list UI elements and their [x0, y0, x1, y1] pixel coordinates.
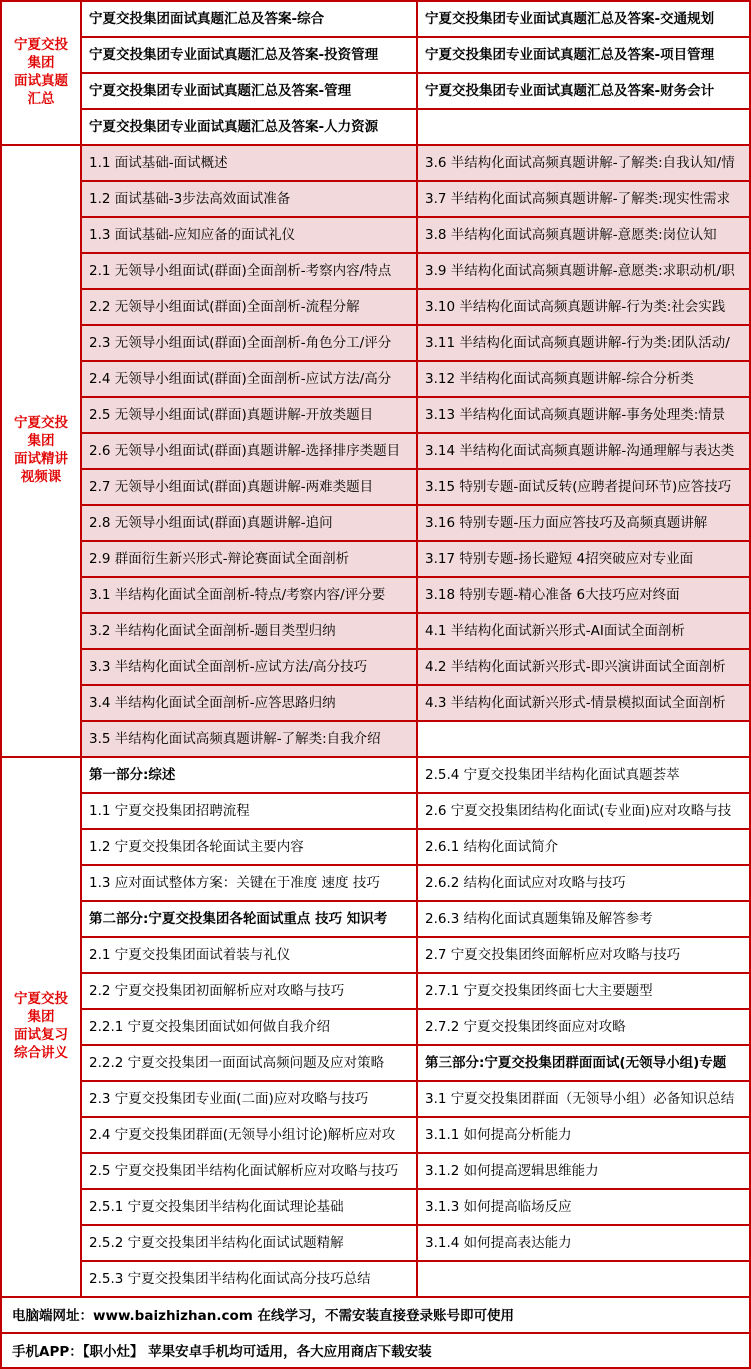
- section-label-line: 集团: [27, 1009, 55, 1025]
- course-item[interactable]: 2.6 无领导小组面试(群面)真题讲解-选择排序类题目: [82, 434, 416, 468]
- course-item[interactable]: 3.1.3 如何提高临场反应: [425, 1199, 572, 1215]
- course-item[interactable]: 1.3 面试基础-应知应备的面试礼仪: [82, 218, 416, 252]
- course-item[interactable]: 3.9 半结构化面试高频真题讲解-意愿类:求职动机/职: [418, 254, 751, 288]
- course-item[interactable]: 2.6.1 结构化面试简介: [425, 839, 559, 855]
- course-item[interactable]: 2.6.2 结构化面试应对攻略与技巧: [425, 875, 626, 891]
- course-item[interactable]: 2.5.1 宁夏交投集团半结构化面试理论基础: [89, 1199, 344, 1215]
- course-item[interactable]: 1.1 宁夏交投集团招聘流程: [89, 803, 250, 819]
- course-item[interactable]: 第二部分:宁夏交投集团各轮面试重点 技巧 知识考: [89, 911, 388, 927]
- section-label-0: [2, 0, 80, 144]
- section-divider: [0, 0, 751, 2]
- col-divider: [416, 144, 418, 758]
- course-item[interactable]: 3.7 半结构化面试高频真题讲解-了解类:现实性需求: [418, 182, 751, 216]
- course-item[interactable]: 2.2.1 宁夏交投集团面试如何做自我介绍: [89, 1019, 331, 1035]
- course-item[interactable]: 2.5 宁夏交投集团半结构化面试解析应对攻略与技巧: [89, 1163, 399, 1179]
- course-item[interactable]: 宁夏交投集团专业面试真题汇总及答案-财务会计: [425, 83, 715, 99]
- course-item[interactable]: 2.8 无领导小组面试(群面)真题讲解-追问: [82, 506, 416, 540]
- course-item[interactable]: 2.6.3 结构化面试真题集锦及解答参考: [425, 911, 653, 927]
- col-divider: [80, 144, 82, 758]
- footer-divider: [0, 1332, 751, 1334]
- section-label-line: 集团: [27, 55, 55, 71]
- col-divider: [80, 756, 82, 1298]
- course-item[interactable]: 第三部分:宁夏交投集团群面面试(无领导小组)专题: [425, 1055, 727, 1071]
- course-item[interactable]: 3.1.2 如何提高逻辑思维能力: [425, 1163, 599, 1179]
- course-item[interactable]: 4.1 半结构化面试新兴形式-AI面试全面剖析: [418, 614, 751, 648]
- section-label-line: 综合讲义: [14, 1045, 68, 1061]
- course-item[interactable]: 3.6 半结构化面试高频真题讲解-了解类:自我认知/情: [418, 146, 751, 180]
- course-item[interactable]: 3.16 特别专题-压力面应答技巧及高频真题讲解: [418, 506, 751, 540]
- course-item[interactable]: 2.7 宁夏交投集团终面解析应对攻略与技巧: [425, 947, 681, 963]
- col-divider: [80, 0, 82, 146]
- section-label-line: 视频课: [20, 469, 62, 485]
- course-item[interactable]: 2.3 宁夏交投集团专业面(二面)应对攻略与技巧: [89, 1091, 369, 1107]
- course-item[interactable]: 2.5 无领导小组面试(群面)真题讲解-开放类题目: [82, 398, 416, 432]
- course-item[interactable]: 3.2 半结构化面试全面剖析-题目类型归纳: [82, 614, 416, 648]
- section-label-line: 宁夏交投: [14, 415, 68, 431]
- course-item[interactable]: 2.5.2 宁夏交投集团半结构化面试试题精解: [89, 1235, 344, 1251]
- course-item[interactable]: 2.7 无领导小组面试(群面)真题讲解-两难类题目: [82, 470, 416, 504]
- course-item[interactable]: 2.2 无领导小组面试(群面)全面剖析-流程分解: [82, 290, 416, 324]
- course-item[interactable]: 宁夏交投集团专业面试真题汇总及答案-交通规划: [425, 11, 715, 27]
- course-item[interactable]: 3.1 半结构化面试全面剖析-特点/考察内容/评分要: [82, 578, 416, 612]
- course-item[interactable]: 2.1 无领导小组面试(群面)全面剖析-考察内容/特点: [82, 254, 416, 288]
- section-label-line: 面试真题: [14, 73, 68, 89]
- footer-divider: [0, 1296, 751, 1298]
- col-divider: [416, 756, 418, 1298]
- course-item[interactable]: 宁夏交投集团面试真题汇总及答案-综合: [89, 11, 325, 27]
- course-item[interactable]: 3.4 半结构化面试全面剖析-应答思路归纳: [82, 686, 416, 720]
- course-item[interactable]: 3.8 半结构化面试高频真题讲解-意愿类:岗位认知: [418, 218, 751, 252]
- section-label-line: 面试复习: [14, 1027, 68, 1043]
- section-label-line: 宁夏交投: [14, 991, 68, 1007]
- section-label-2: [2, 756, 80, 1296]
- section-label-line: 宁夏交投: [14, 37, 68, 53]
- course-item[interactable]: 3.1.1 如何提高分析能力: [425, 1127, 572, 1143]
- section-label-line: 集团: [27, 433, 55, 449]
- course-item[interactable]: 2.7.2 宁夏交投集团终面应对攻略: [425, 1019, 626, 1035]
- course-item[interactable]: 3.15 特别专题-面试反转(应聘者提问环节)应答技巧: [418, 470, 751, 504]
- course-item[interactable]: 3.12 半结构化面试高频真题讲解-综合分析类: [418, 362, 751, 396]
- course-item[interactable]: 3.3 半结构化面试全面剖析-应试方法/高分技巧: [82, 650, 416, 684]
- course-item[interactable]: 2.5.3 宁夏交投集团半结构化面试高分技巧总结: [89, 1271, 371, 1287]
- section-label-line: 汇总: [27, 91, 55, 107]
- course-item[interactable]: 2.3 无领导小组面试(群面)全面剖析-角色分工/评分: [82, 326, 416, 360]
- course-item[interactable]: 3.1.4 如何提高表达能力: [425, 1235, 572, 1251]
- course-item[interactable]: 3.10 半结构化面试高频真题讲解-行为类:社会实践: [418, 290, 751, 324]
- outer-border: [0, 0, 2, 1369]
- course-item[interactable]: [418, 110, 751, 144]
- section-divider: [0, 144, 751, 146]
- course-item[interactable]: 2.7.1 宁夏交投集团终面七大主要题型: [425, 983, 653, 999]
- section-label-line: 面试精讲: [14, 451, 68, 467]
- footer-website[interactable]: 电脑端网址：www.baizhizhan.com 在线学习，不需安装直接登录账号即可使用: [12, 1308, 515, 1324]
- course-item[interactable]: 3.18 特别专题-精心准备 6大技巧应对终面: [418, 578, 751, 612]
- course-item[interactable]: 3.5 半结构化面试高频真题讲解-了解类:自我介绍: [82, 722, 416, 756]
- course-item[interactable]: 2.5.4 宁夏交投集团半结构化面试真题荟萃: [425, 767, 680, 783]
- course-item[interactable]: 4.3 半结构化面试新兴形式-情景模拟面试全面剖析: [418, 686, 751, 720]
- course-item[interactable]: 宁夏交投集团专业面试真题汇总及答案-人力资源: [89, 119, 379, 135]
- col-divider: [416, 0, 418, 146]
- course-item[interactable]: 3.17 特别专题-扬长避短 4招突破应对专业面: [418, 542, 751, 576]
- course-item[interactable]: 4.2 半结构化面试新兴形式-即兴演讲面试全面剖析: [418, 650, 751, 684]
- course-item[interactable]: 3.1 宁夏交投集团群面（无领导小组）必备知识总结: [425, 1091, 735, 1107]
- course-item[interactable]: 3.11 半结构化面试高频真题讲解-行为类:团队活动/: [418, 326, 751, 360]
- course-item[interactable]: [418, 1262, 751, 1296]
- course-item[interactable]: 2.6 宁夏交投集团结构化面试(专业面)应对攻略与技: [425, 803, 732, 819]
- course-item[interactable]: 2.2.2 宁夏交投集团一面面试高频问题及应对策略: [89, 1055, 385, 1071]
- course-item[interactable]: 宁夏交投集团专业面试真题汇总及答案-投资管理: [89, 47, 379, 63]
- course-item[interactable]: 宁夏交投集团专业面试真题汇总及答案-管理: [89, 83, 352, 99]
- course-item[interactable]: 第一部分:综述: [89, 767, 176, 783]
- footer-app[interactable]: 手机APP：【职小灶】 苹果安卓手机均可适用，各大应用商店下载安装: [12, 1344, 432, 1360]
- course-item[interactable]: 2.9 群面衍生新兴形式-辩论赛面试全面剖析: [82, 542, 416, 576]
- course-item[interactable]: 1.1 面试基础-面试概述: [82, 146, 416, 180]
- course-item[interactable]: 1.2 宁夏交投集团各轮面试主要内容: [89, 839, 304, 855]
- course-item[interactable]: [418, 722, 751, 756]
- course-item[interactable]: 3.13 半结构化面试高频真题讲解-事务处理类:情景: [418, 398, 751, 432]
- course-item[interactable]: 1.3 应对面试整体方案：关键在于准度 速度 技巧: [89, 875, 380, 891]
- course-item[interactable]: 宁夏交投集团专业面试真题汇总及答案-项目管理: [425, 47, 715, 63]
- section-divider: [0, 756, 751, 758]
- course-item[interactable]: 1.2 面试基础-3步法高效面试准备: [82, 182, 416, 216]
- section-label-1: [2, 144, 80, 756]
- course-item[interactable]: 3.14 半结构化面试高频真题讲解-沟通理解与表达类: [418, 434, 751, 468]
- course-item[interactable]: 2.4 无领导小组面试(群面)全面剖析-应试方法/高分: [82, 362, 416, 396]
- course-item[interactable]: 2.4 宁夏交投集团群面(无领导小组讨论)解析应对攻: [89, 1127, 396, 1143]
- course-item[interactable]: 2.1 宁夏交投集团面试着装与礼仪: [89, 947, 291, 963]
- course-item[interactable]: 2.2 宁夏交投集团初面解析应对攻略与技巧: [89, 983, 345, 999]
